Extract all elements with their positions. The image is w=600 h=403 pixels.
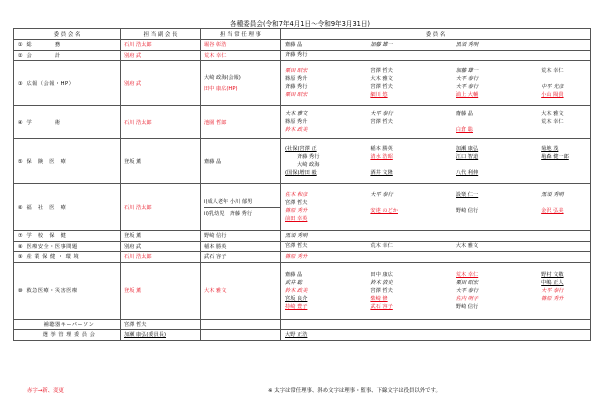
- members-cell: 栗田 昭宏 宮澤 哲夫 加藤 雄一 荒木 幸仁 篠原 秀升 大木 雅文 大平 泰行 斉藤 秀行 宮澤 哲夫 大平 泰行 中平 光彦 栗田 昭宏 細川 悠 浦上 大輔 小山 陽貴: [281, 61, 591, 106]
- header-committee-name: 委 員 会 名: [14, 29, 121, 40]
- executive-cell: [201, 330, 281, 341]
- format-note: ※ 太字は常任理事、斜め文字は理事・監事、下線文字は役員以外です。: [268, 388, 441, 394]
- members-cell: 大木 雅文 大平 泰行 齋藤 晶 大木 雅文 篠原 秀升 宮澤 哲夫 荒木 幸仁 鈴木 政美 白倉 聡: [281, 106, 591, 139]
- executive-cell: 大木 雅文: [201, 262, 281, 319]
- committee-name-cell: ⑦ 学 校 保 健: [14, 231, 121, 242]
- members-cell: 大野 正浩: [281, 330, 591, 341]
- table-row: [14, 40, 591, 51]
- vp-cell: 加瀬 康弘(委員長): [121, 330, 201, 341]
- table-row: [14, 262, 591, 319]
- executive-cell: 荒木 幸仁: [201, 50, 281, 61]
- vp-cell: 別府 武: [121, 241, 201, 252]
- members-cell: 黒須 秀明: [281, 231, 591, 242]
- executive-cell: [201, 319, 281, 330]
- table-row: [14, 330, 591, 341]
- vp-cell: 別府 武: [121, 50, 201, 61]
- table-row: [14, 61, 591, 106]
- table-row: [14, 231, 591, 242]
- table-row: [14, 106, 591, 139]
- committee-name-cell: 補聴器キーパーソン: [14, 319, 121, 330]
- committee-name-cell: ⑥ 福 社 医 療: [14, 184, 121, 231]
- legend-new-changed: 赤字→新、変更: [27, 388, 64, 394]
- table-row: [14, 252, 591, 263]
- executive-cell: i)成人老年 小川 郁男 ii)乳幼児 斉藤 秀行: [201, 184, 281, 231]
- members-cell: [281, 319, 591, 330]
- committee-name-cell: 選 挙 管 理 委 員 会: [14, 330, 121, 341]
- committee-name-cell: ⑨ 産 業 保 健 ・ 環 境: [14, 252, 121, 263]
- vp-cell: 石川 浩太郎: [121, 106, 201, 139]
- vp-cell: 石川 浩太郎: [121, 252, 201, 263]
- table-row: [14, 139, 591, 184]
- header-members: 委 員 名: [281, 29, 591, 40]
- vp-cell: 石川 浩太郎: [121, 184, 201, 231]
- executive-cell: 野崎 信行: [201, 231, 281, 242]
- committee-name-cell: ⑩ 救急医療・災害医療: [14, 262, 121, 319]
- vp-cell: 別府 武: [121, 61, 201, 106]
- table-row: [14, 184, 591, 231]
- header-vice-president: 担 当 副 会 長: [121, 29, 201, 40]
- committee-name-cell: ③ 広報（会報・HP）: [14, 61, 121, 106]
- executive-cell: 大崎 政海(会報) 田中 康広(HP): [201, 61, 281, 106]
- executive-cell: 堀谷 彰浩: [201, 40, 281, 51]
- header-executive: 担 当 常 任 理 事: [201, 29, 281, 40]
- members-cell: 篠原 秀升: [281, 252, 591, 263]
- committee-name-cell: ① 総 務: [14, 40, 121, 51]
- executive-cell: 稲本 勝英: [201, 241, 281, 252]
- vp-cell: 登坂 薫: [121, 139, 201, 184]
- committee-name-cell: ④ 学 術: [14, 106, 121, 139]
- executive-cell: 池園 哲郎: [201, 106, 281, 139]
- page-title: 各種委員会(令和7年4月1日～令和9年3月31日): [229, 20, 370, 28]
- committee-name-cell: ② 会 計: [14, 50, 121, 61]
- table-row: [14, 319, 591, 330]
- executive-cell: 武石 容子: [201, 252, 281, 263]
- table-row: [14, 50, 591, 61]
- members-cell: (社保)宮澤 正 稲本 勝英 加瀬 康弘 菊地 茂 斉藤 秀行 清水 浩昭 江口 智道 亀森 健一郎 大崎 政海 (国保)増田 毅 酒井 文隆 八代 利伸: [281, 139, 591, 184]
- vp-cell: 登坂 薫: [121, 262, 201, 319]
- committee-name-cell: ⑧ 医療安全・医事問題: [14, 241, 121, 252]
- vp-cell: 石川 浩太郎: [121, 40, 201, 51]
- vp-cell: 宮澤 哲夫: [121, 319, 201, 330]
- members-cell: 宮澤 哲夫 荒木 幸仁 大木 雅文: [281, 241, 591, 252]
- members-cell: 斉藤 秀行: [281, 50, 591, 61]
- members-cell: 齋藤 晶 加藤 雄一 黒須 秀明: [281, 40, 591, 51]
- committee-table: [13, 28, 591, 341]
- members-cell: 佐木 和彦 大平 泰行 設楽 仁一 黒須 秀明 宮澤 哲夫 篠原 秀升 安達 のどか 野崎 信行 金沢 弘美 前田 幸英: [281, 184, 591, 231]
- vp-cell: 登坂 薫: [121, 231, 201, 242]
- executive-cell: 齋藤 晶: [201, 139, 281, 184]
- committee-name-cell: ⑤ 保 険 医 療: [14, 139, 121, 184]
- table-row: [14, 241, 591, 252]
- members-cell: 齋藤 晶 田中 康広 荒木 幸仁 野村 文敬 武井 聡 鈴木 敦史 栗田 昭宏 中嶋 正人 鈴木 政美 宮澤 哲夫 大平 泰行 大平 泰行 宮坂 良介 柴崎 修 佐内 明子 篠原 秀升 持崎 豊子 武石 容子 野崎 信行: [281, 262, 591, 319]
